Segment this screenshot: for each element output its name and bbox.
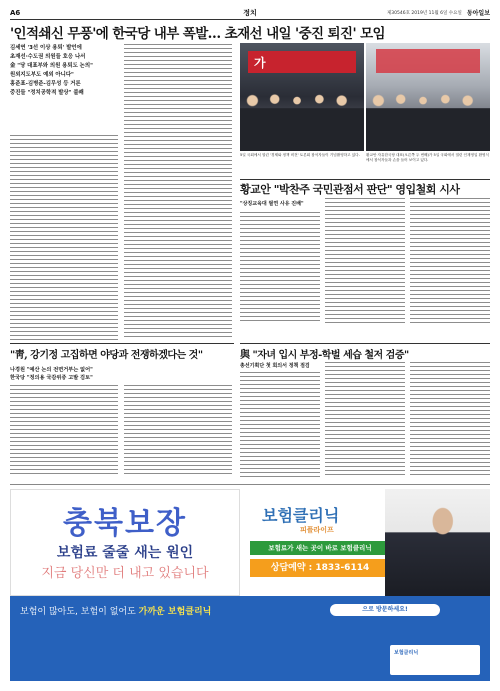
stage-banner [376,49,480,73]
ad-brand: 보험클리닉 [262,506,340,525]
divider [240,343,490,344]
photo-people [240,79,364,151]
page-header [10,6,490,20]
deck-line: 나경원 "예산 논의 전면거부는 없어" [10,367,93,373]
stage-banner: 가 [248,51,356,73]
ad-sub-brand: 피플라이프 [300,526,334,534]
ad-left-insurance[interactable] [10,489,240,596]
sub2-body-col1 [240,372,320,477]
quote-body-col1 [10,385,118,477]
ad-cta-button[interactable]: 으로 방문하세요! [330,604,440,616]
ad-right-clinic[interactable] [240,489,490,596]
sub2-body-col2 [325,362,405,477]
page-number: A6 [10,8,21,17]
photo-people [366,79,490,151]
deck-line: 초재선·수도권 의원들 호응 나서 [10,54,86,60]
article-body-col1 [10,135,118,340]
ad-divider [10,484,490,485]
ad-line3: 지금 당신만 더 내고 있습니다 [41,566,209,581]
sub1-body-col3 [410,198,490,324]
sub-headline-2: 與 "자녀 입시 부정-학벌 세습 철저 검증" [240,350,409,361]
photo-caption-right: 황교안 자유한국당 대표(오른쪽 두 번째)가 5일 국회에서 열린 인재영입 환영식에서 참석자들과 손을 들어 보이고 있다. [366,153,489,162]
ad-big-text: 충북보장 [63,506,187,541]
ad-card-label: 보험클리닉 [394,650,419,656]
divider [240,179,490,180]
deck-line: 홍준표-김병준-김무성 등 거론 [10,81,81,87]
news-photo-left [240,43,364,151]
ad-card [390,645,480,675]
deck-line: 한국당 "정의용 국감위증 고발 검토" [10,375,93,381]
deck-line: 김세연 '3선 이상 용퇴' 발언에 [10,45,82,51]
quote-deck [10,366,234,382]
ad-bottom-text-b: 가까운 보험클리닉 [138,607,212,617]
deck-line: 중진들 "정치공학적 발상" 불쾌 [10,90,84,96]
ad-bottom-banner[interactable] [10,596,490,681]
article-body-col2 [124,44,232,340]
issue-meta: 제30546호 2019년 11월 6일 수요일 [386,10,462,16]
deck-line: 金 "당 대표부와 의원 용퇴도 논의" [10,63,93,69]
quote-headline: "靑, 강기정 고집하면 야당과 전쟁하겠다는 것" [10,350,203,361]
divider [10,343,234,344]
ad-phone-banner[interactable]: 상담예약 : 1833-6114 [250,559,390,577]
section-name: 정치 [243,8,257,17]
newspaper-logo: 동아일보 [466,10,490,17]
sub1-body-col2 [325,198,405,324]
ad-green-banner: 보험료가 새는 곳이 바로 보험클리닉 [250,541,390,555]
sub2-question: 총선기획단 첫 회의서 정책 점검 [240,363,310,369]
ad-bottom-line [20,604,211,617]
photo-area [240,43,490,176]
sub1-question: "상징교육대 필연 사유 진배" [240,201,304,207]
quote-body-col2 [124,385,232,477]
sub-headline-1: 황교안 "박찬주 국민관점서 판단" 영입철회 시사 [240,183,460,196]
sub1-body-col1 [240,212,320,324]
sub2-body-col3 [410,362,490,477]
ad-line2: 보험료 줄줄 새는 원인 [56,545,194,561]
deck-line: 원외지도부도 예외 아니다" [10,72,74,78]
ad-bottom-text-a: 보험이 많아도, 보험이 없어도 [20,607,136,617]
photo-caption-left: 5일 국회에서 열린 '경제와 정책 비전' 토론회 참석자들이 기념촬영하고 있다. [240,153,360,157]
ad-model-photo [385,489,490,596]
main-headline: '인적쇄신 무풍'에 한국당 내부 폭발… 초재선 내일 '중진 퇴진' 모임 [10,26,385,42]
news-photo-right [366,43,490,151]
main-deck [10,44,118,98]
